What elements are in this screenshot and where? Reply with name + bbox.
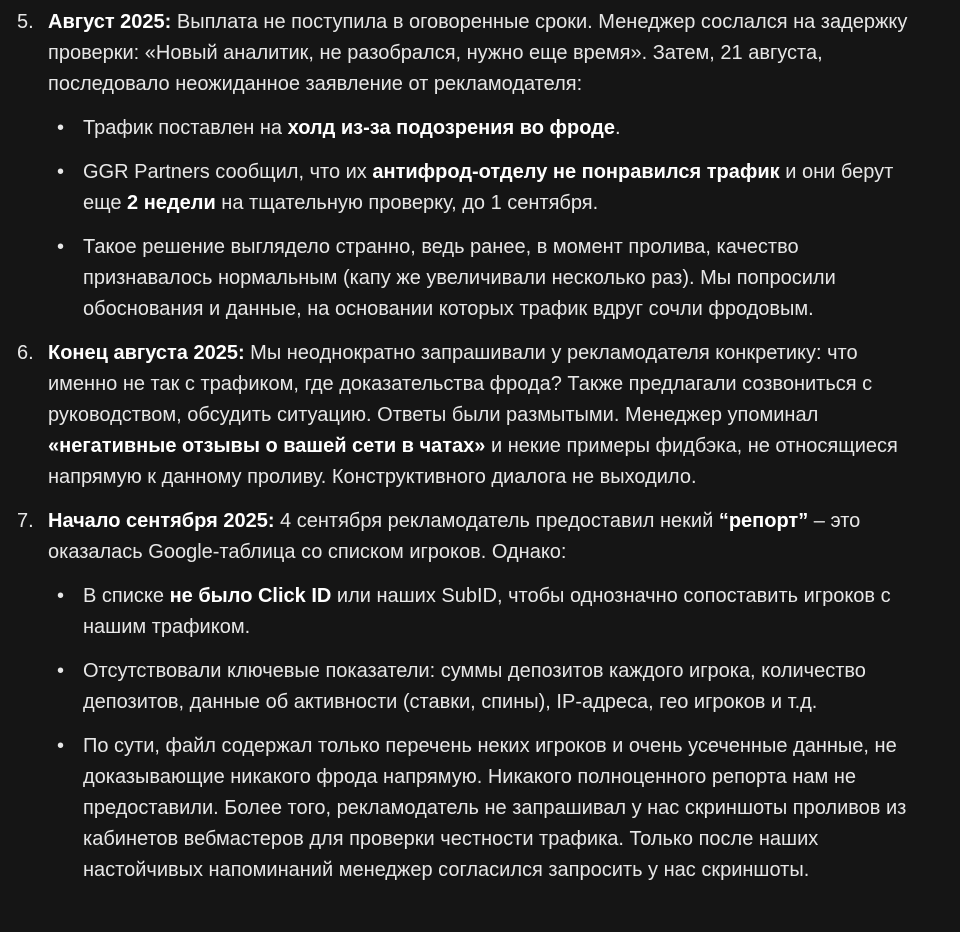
bullet-list — [48, 113, 922, 325]
text-segment: В списке — [83, 585, 170, 607]
text-segment: на тщательную проверку, до 1 сентября. — [215, 192, 599, 214]
list-item-content — [48, 338, 922, 493]
text-segment: и некие примеры фидбэка, не относящиеся напрямую к данному проливу. Конструктивного диалога не выходило. — [48, 435, 898, 488]
text-segment: не было Click ID — [169, 585, 332, 607]
text-segment: Мы неоднократно запрашивали у рекламодателя конкретику: что именно не так с трафиком, где доказательства фрода? Также предлагали созвониться с руководством, обсудить ситуацию. Ответы были размытыми. Менеджер упоминал — [48, 342, 873, 426]
bullet-list — [48, 581, 922, 886]
text-segment: 4 сентября рекламодатель предоставил некий — [274, 510, 719, 532]
text-segment: . — [615, 117, 621, 139]
paragraph — [48, 7, 922, 100]
text-segment: Трафик поставлен на — [83, 117, 288, 139]
ordered-list-item-7 — [17, 506, 936, 886]
list-item-number: 7. — [17, 510, 34, 532]
text-segment: 2 недели — [127, 192, 216, 214]
text-segment: Конец августа 2025: — [48, 342, 245, 364]
text-segment: По сути, файл содержал только перечень неких игроков и очень усеченные данные, не доказывающие никакого фрода напрямую. Никакого полноценного репорта нам не предоставили. Более того, рекламодатель не запрашивал у нас скриншоты проливов из кабинетов вебмастеров для проверки честности трафика. Только после наших настойчивых напоминаний менеджер согласился запросить у нас скриншоты. — [83, 735, 907, 881]
list-item-content — [48, 7, 922, 325]
bullet-item — [48, 731, 921, 886]
paragraph — [48, 338, 922, 493]
paragraph — [48, 506, 922, 568]
bullet-item — [48, 581, 921, 643]
text-segment: Такое решение выглядело странно, ведь ранее, в момент пролива, качество признавалось нормальным (капу же увеличивали несколько раз). Мы попросили обоснования и данные, на основании которых трафик вдруг сочли фродовым. — [83, 236, 836, 320]
bullet-item — [48, 113, 921, 144]
ordered-list-item-5 — [17, 7, 936, 325]
bullet-item — [48, 656, 921, 718]
text-segment: «негативные отзывы о вашей сети в чатах» — [48, 435, 486, 457]
list-item-content — [48, 506, 922, 886]
text-segment: – это оказалась Google-таблица со списком игроков. Однако: — [48, 510, 861, 563]
text-segment: или наших SubID, чтобы однозначно сопоставить игроков с нашим трафиком. — [83, 585, 891, 638]
text-segment: GGR Partners сообщил, что их — [83, 161, 373, 183]
text-segment: Отсутствовали ключевые показатели: суммы депозитов каждого игрока, количество депозитов, данные об активности (ставки, спины), IP-адреса, гео игроков и т.д. — [83, 660, 866, 713]
text-segment: Август 2025: — [48, 11, 172, 33]
text-segment: Начало сентября 2025: — [48, 510, 275, 532]
text-segment: “репорт” — [718, 510, 809, 532]
ordered-list-item-6 — [17, 338, 936, 493]
text-segment: Выплата не поступила в оговоренные сроки. Менеджер сослался на задержку проверки: «Новый аналитик, не разобрался, нужно еще время». Затем, 21 августа, последовало неожиданное заявление от рекламодателя: — [48, 11, 908, 95]
text-segment: и они берут еще — [83, 161, 894, 214]
bullet-item — [48, 232, 921, 325]
bullet-item — [48, 157, 921, 219]
list-item-number: 6. — [17, 342, 34, 364]
text-segment: холд из-за подозрения во фроде — [287, 117, 615, 139]
text-segment: антифрод-отделу не понравился трафик — [372, 161, 780, 183]
list-item-number: 5. — [17, 11, 34, 33]
